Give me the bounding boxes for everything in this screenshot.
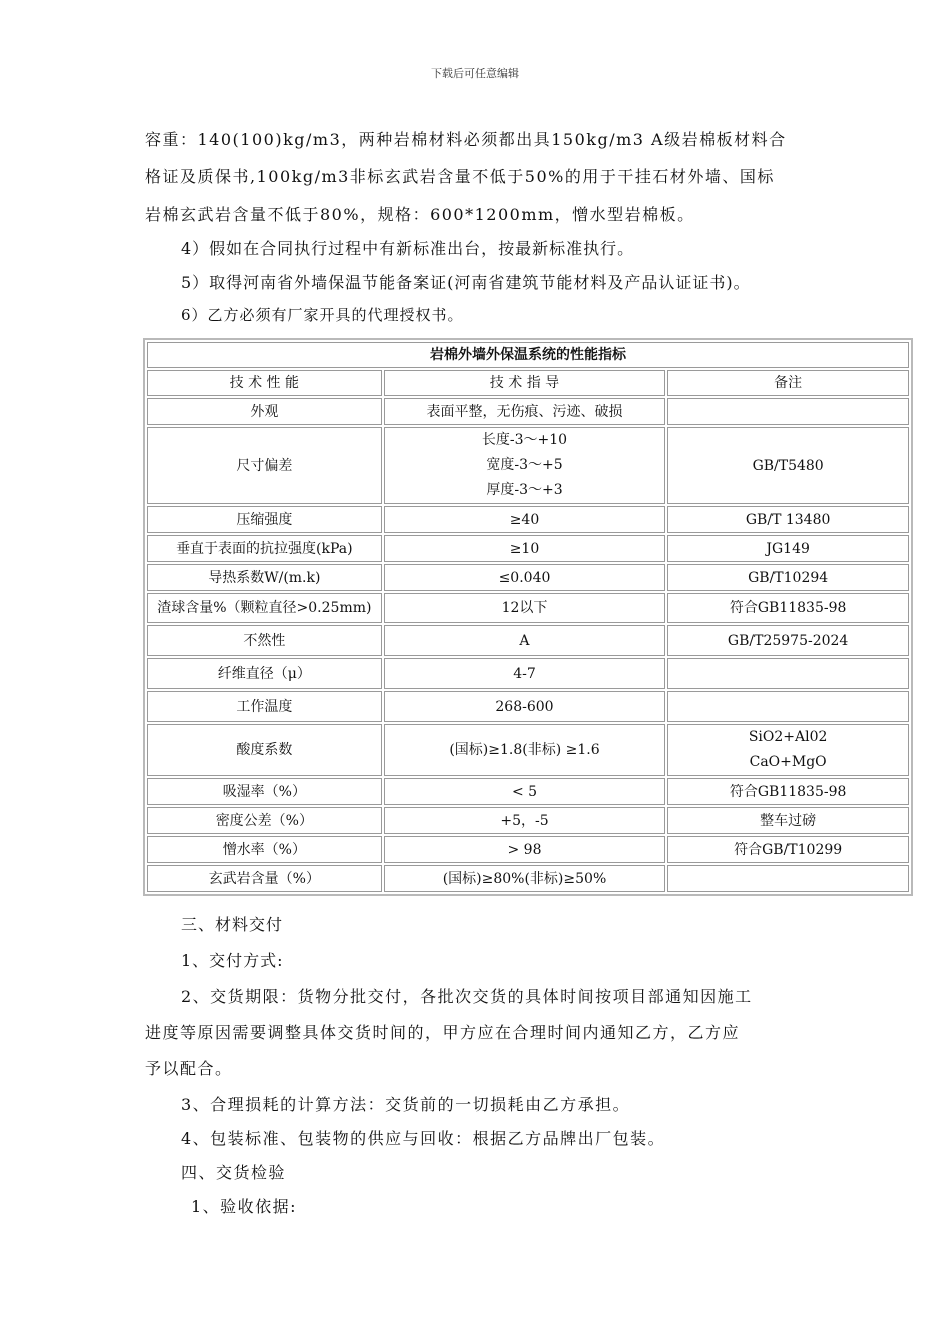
cell-note: 符合GB/T10299: [667, 836, 909, 863]
cell-spec: (国标)≥80%(非标)≥50%: [384, 865, 666, 892]
table-header-note: 备注: [667, 370, 909, 396]
table-row: [147, 506, 909, 533]
table-row: [147, 724, 909, 776]
table-row: [147, 865, 909, 892]
cell-note: [667, 691, 909, 722]
section3-heading: 三、材料交付: [181, 915, 284, 934]
cell-property: 酸度系数: [147, 724, 382, 776]
cell-spec: ≥10: [384, 535, 666, 562]
table-row: [147, 836, 909, 863]
cell-property: 压缩强度: [147, 506, 382, 533]
section3-p3: 3、合理损耗的计算方法：交货前的一切损耗由乙方承担。: [181, 1095, 631, 1114]
table-row: [147, 427, 909, 504]
cell-spec: 268-600: [384, 691, 666, 722]
cell-note-line: SiO2+Al02: [748, 729, 828, 745]
cell-spec: 4-7: [384, 658, 666, 689]
table-header-spec: 技 术 指 导: [384, 370, 666, 396]
cell-note: [667, 724, 909, 776]
cell-spec-line: 长度-3～+10: [481, 432, 568, 448]
performance-table: [143, 338, 913, 896]
table-row: [147, 564, 909, 591]
table-row: [147, 807, 909, 834]
cell-property: 垂直于表面的抗拉强度(kPa): [147, 535, 382, 562]
section3-p2-line3: 予以配合。: [145, 1059, 233, 1078]
intro-item-6: 6）乙方必须有厂家开具的代理授权书。: [181, 306, 464, 324]
cell-note: JG149: [667, 535, 909, 562]
cell-spec-line: 宽度-3～+5: [486, 457, 563, 473]
cell-note: GB/T5480: [667, 427, 909, 504]
intro-item-5: 5）取得河南省外墙保温节能备案证(河南省建筑节能材料及产品认证证书)。: [181, 273, 751, 292]
cell-property: 工作温度: [147, 691, 382, 722]
cell-note: [667, 658, 909, 689]
section3-p2-line2: 进度等原因需要调整具体交货时间的，甲方应在合理时间内通知乙方，乙方应: [145, 1023, 741, 1042]
cell-note: GB/T 13480: [667, 506, 909, 533]
cell-spec: ≤0.040: [384, 564, 666, 591]
cell-note: 整车过磅: [667, 807, 909, 834]
cell-spec: A: [384, 625, 666, 656]
cell-property: 吸湿率（%）: [147, 778, 382, 805]
section3-p2-line1: 2、交货期限：货物分批交付，各批次交货的具体时间按项目部通知因施工: [181, 987, 753, 1006]
section3-p1: 1、交付方式:: [181, 951, 284, 970]
cell-note: GB/T25975-2024: [667, 625, 909, 656]
table-header-property: 技 术 性 能: [147, 370, 382, 396]
cell-spec: [384, 427, 666, 504]
section4-heading: 四、交货检验: [181, 1163, 287, 1182]
cell-spec: ≥40: [384, 506, 666, 533]
section3-p4: 4、包装标准、包装物的供应与回收：根据乙方品牌出厂包装。: [181, 1129, 666, 1148]
table-row: [147, 625, 909, 656]
cell-note-line: CaO+MgO: [749, 754, 827, 770]
table-row: [147, 535, 909, 562]
table-row: [147, 691, 909, 722]
table-row: [147, 398, 909, 425]
cell-property: 导热系数W/(m.k): [147, 564, 382, 591]
cell-property: 尺寸偏差: [147, 427, 382, 504]
cell-spec: > 98: [384, 836, 666, 863]
cell-spec-line: 厚度-3～+3: [486, 482, 563, 498]
cell-note: 符合GB11835-98: [667, 593, 909, 623]
section4-p1: 1、验收依据:: [191, 1197, 298, 1216]
table-row: [147, 593, 909, 623]
cell-property: 憎水率（%）: [147, 836, 382, 863]
intro-item-4: 4）假如在合同执行过程中有新标准出台，按最新标准执行。: [181, 239, 635, 258]
cell-note: [667, 865, 909, 892]
intro-line-2: 格证及质保书,100kg/m3非标玄武岩含量不低于50%的用于干挂石材外墙、国标: [145, 167, 775, 186]
cell-property: 外观: [147, 398, 382, 425]
cell-property: 渣球含量%（颗粒直径>0.25mm): [147, 593, 382, 623]
table-row: [147, 778, 909, 805]
cell-property: 纤维直径（μ）: [147, 658, 382, 689]
cell-spec: < 5: [384, 778, 666, 805]
cell-spec: +5，-5: [384, 807, 666, 834]
cell-property: 密度公差（%）: [147, 807, 382, 834]
table-row: [147, 658, 909, 689]
cell-property: 不然性: [147, 625, 382, 656]
cell-spec: (国标)≥1.8(非标) ≥1.6: [384, 724, 666, 776]
cell-spec: 12以下: [384, 593, 666, 623]
cell-note: [667, 398, 909, 425]
cell-property: 玄武岩含量（%）: [147, 865, 382, 892]
intro-line-1: 容重：140(100)kg/m3，两种岩棉材料必须都出具150kg/m3 A级岩棉板材料合: [145, 130, 787, 149]
cell-note: GB/T10294: [667, 564, 909, 591]
table-title: 岩棉外墙外保温系统的性能指标: [147, 342, 909, 368]
intro-line-3: 岩棉玄武岩含量不低于80%，规格：600*1200mm，憎水型岩棉板。: [145, 205, 695, 224]
cell-note: 符合GB11835-98: [667, 778, 909, 805]
cell-spec: 表面平整，无伤痕、污迹、破损: [384, 398, 666, 425]
page-header-note: 下载后可任意编辑: [431, 67, 519, 80]
